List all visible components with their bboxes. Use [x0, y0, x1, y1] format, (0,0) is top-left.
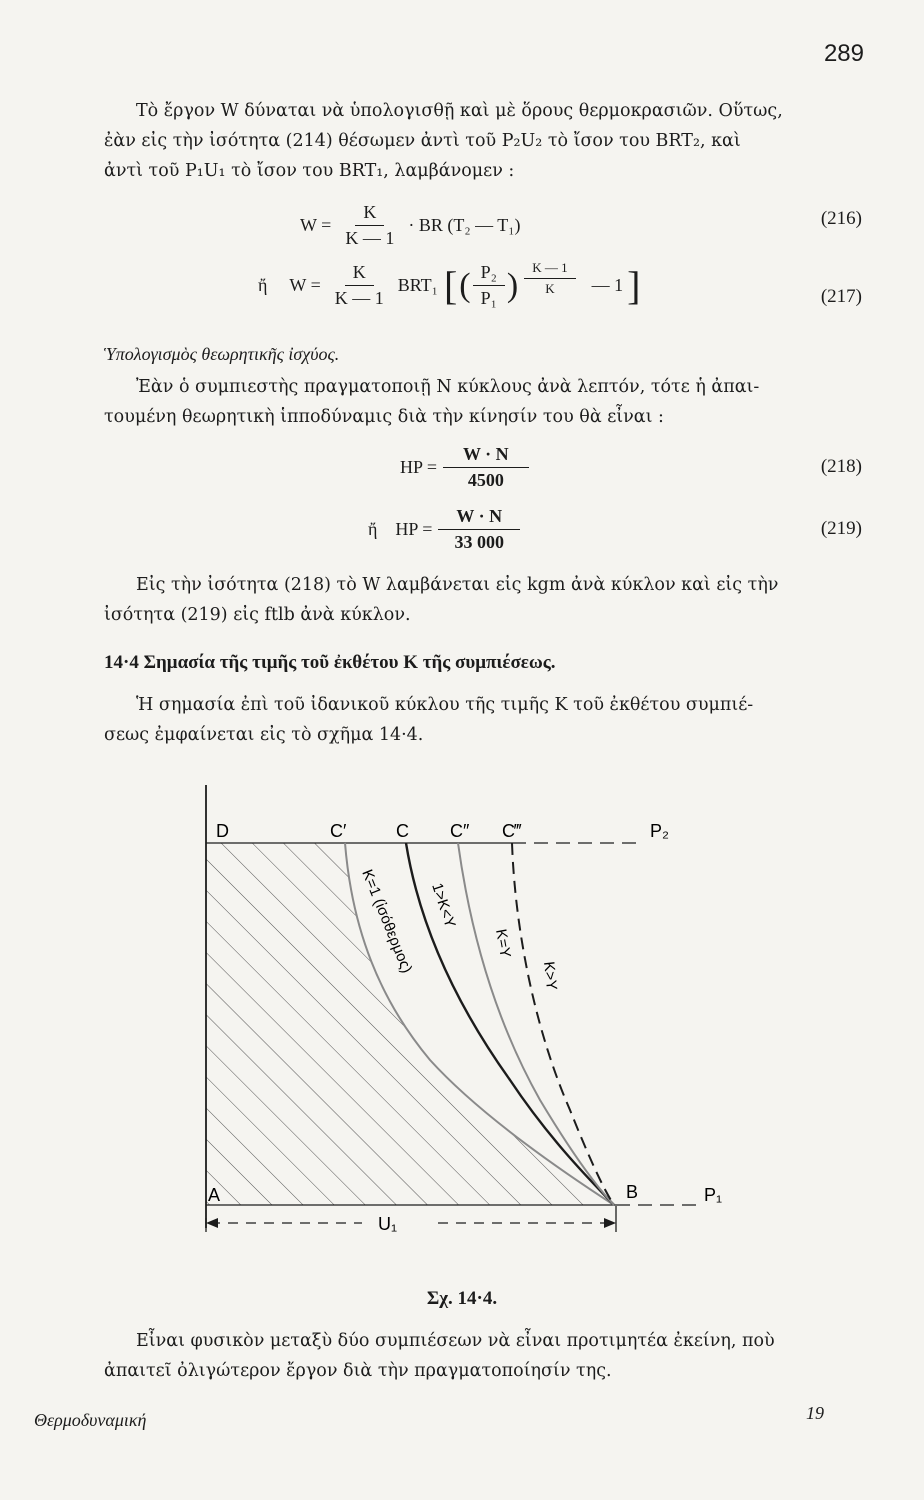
closing-paragraph — [104, 1326, 864, 1386]
section-line-2: σεως ἐμφαίνεται εἰς τὸ σχῆμα 14·4. — [104, 725, 424, 745]
eq217-inner-den: P₁ — [480, 288, 497, 308]
work-area-hatch — [206, 843, 616, 1208]
eq217-prefix: ἤ — [258, 275, 268, 295]
label-polytropic: 1>K<Y — [428, 880, 459, 930]
label-c-prime: C′ — [330, 821, 347, 841]
u1-arrow-right — [604, 1218, 616, 1228]
eq219-lhs: HP = — [395, 519, 433, 539]
eq218-lhs: HP = — [400, 457, 437, 477]
eq219-den: 33 000 — [454, 532, 505, 552]
footer-book-title: Θερμοδυναμική — [34, 1410, 147, 1430]
footer-signature-number: 19 — [806, 1403, 824, 1423]
eq217-den: K — 1 — [334, 288, 384, 308]
section-line-1: Ἡ σημασία ἐπὶ τοῦ ἰδανικοῦ κύκλου τῆς τιμῆς K τοῦ ἐκθέτου συμπιέ- — [136, 695, 754, 715]
label-c-triple-prime: C‴ — [502, 821, 522, 841]
label-c: C — [396, 821, 409, 841]
label-isothermal: K=1 (ἰσόθερμος) — [358, 867, 416, 976]
closing-line-1: Εἶναι φυσικὸν μεταξὺ δύο συμπιέσεων νὰ εἶναι προτιμητέα ἐκείνη, ποὺ — [136, 1331, 775, 1351]
label-p2: P₂ — [650, 821, 669, 841]
closing-line-2: ἀπαιτεῖ ὀλιγώτερον ἔργον διὰ τὴν πραγματοποίησίν της. — [104, 1361, 612, 1381]
label-b: B — [626, 1182, 639, 1202]
section-heading: 14·4 Σημασία τῆς τιμῆς τοῦ ἐκθέτου K τῆς συμπιέσεως. — [104, 652, 556, 673]
units-line-1: Εἰς τὴν ἰσότητα (218) τὸ W λαμβάνεται εἰς kgm ἀνὰ κύκλον καὶ εἰς τὴν — [136, 575, 779, 595]
power-line-1: Ἐὰν ὁ συμπιεστὴς πραγματοποιῇ N κύκλους ἀνὰ λεπτόν, τότε ἡ ἀπαι- — [136, 377, 760, 397]
label-d: D — [216, 821, 229, 841]
eq219-prefix: ἤ — [368, 519, 378, 539]
label-a: A — [208, 1185, 221, 1205]
eq218-den: 4500 — [467, 470, 504, 490]
page-number: 289 — [823, 40, 864, 67]
intro-line-3: ἀντὶ τοῦ P₁U₁ τὸ ἴσον του BRT₁, λαμβάνομεν : — [104, 161, 515, 181]
power-line-2: τουμένη θεωρητικὴ ἱπποδύναμις διὰ τὴν κίνησίν του θὰ εἶναι : — [104, 407, 664, 427]
eq217-exp-den: K — [545, 281, 555, 296]
eq216-lhs: W = — [300, 215, 332, 235]
eq218-num: W · N — [443, 444, 529, 468]
intro-line-2: ἐὰν εἰς τὴν ἰσότητα (214) θέσωμεν ἀντὶ τοῦ P₂U₂ τὸ ἴσον του BRT₂, καὶ — [104, 131, 741, 151]
label-adiabatic: K=Y — [492, 927, 514, 960]
eq219-number: (219) — [820, 518, 862, 539]
equation-217: ἤ W = $\frac{K}{K — 1}$ BRT₁ [ ( $\frac{\text{P₂}}{\text{P₁}}$ ) $\frac{K — 1}{K}$ — 1 ] — [258, 260, 641, 308]
label-p1: P₁ — [704, 1185, 723, 1205]
eq217-exp-num: K — 1 — [524, 260, 575, 279]
eq217-tail: — 1 — [591, 275, 624, 295]
eq217-lhs: W = — [289, 275, 321, 295]
label-over-adiabatic: K>Y — [540, 960, 560, 992]
intro-line-1: Τὸ ἔργον W δύναται νὰ ὑπολογισθῇ καὶ μὲ ὅρους θερμοκρασιῶν. Οὕτως, — [136, 101, 783, 121]
eq216-num: K — [355, 202, 384, 226]
u1-arrow-left — [206, 1218, 218, 1228]
eq217-num: K — [345, 262, 374, 286]
label-c-double-prime: C″ — [450, 821, 470, 841]
eq217-number: (217) — [820, 286, 862, 307]
label-u1: U₁ — [378, 1214, 398, 1234]
subheading: Ὑπολογισμὸς θεωρητικῆς ἰσχύος. — [104, 344, 340, 364]
eq216-den: K — 1 — [345, 228, 395, 248]
eq217-mid: BRT₁ — [397, 275, 438, 295]
eq219-num: W · N — [438, 506, 520, 530]
eq216-rhs: · BR (T₂ — T₁) — [408, 215, 521, 235]
eq217-inner-num: P₂ — [473, 262, 505, 286]
eq216-number: (216) — [820, 208, 862, 229]
units-line-2: ἰσότητα (219) εἰς ftlb ἀνὰ κύκλον. — [104, 605, 411, 625]
figure-caption: Σχ. 14·4. — [426, 1288, 498, 1309]
eq218-number: (218) — [820, 456, 862, 477]
